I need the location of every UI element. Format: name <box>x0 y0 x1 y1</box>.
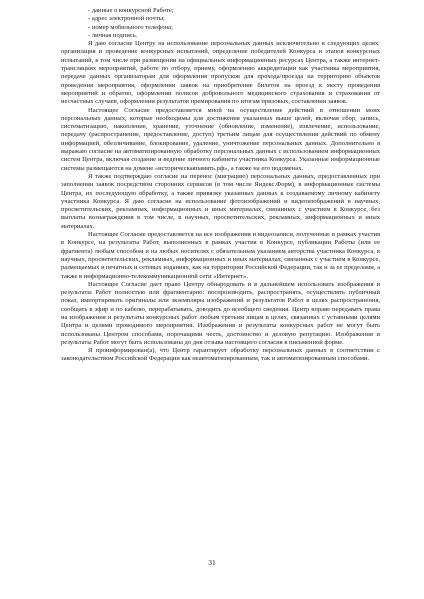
paragraph-acknowledgement: Я проинформирован(а), что Центр гарантирует обработку персональных данных в соответствии с законодательством Российской Федерации как неавтоматизированным, так и автоматизированным способами. <box>61 347 380 363</box>
personal-data-list <box>61 7 380 40</box>
paragraph-media-scope: Настоящее Согласие предоставляется на все изображения и видеозаписи, полученные в рамках участия в Конкурсе, на результаты Работ, выполненных в рамках участия в Конкурсе, публикации Работы (или ее фрагмента) любым способом и на любых носителях с обязательным указанием авторства участника Конкурса, в научных, просветительских, рекламных, информационных и иных материалах, связанных с участием в Конкурсе, размещаемых в печатных и сетевых изданиях, как на территории Российской Федерации, так и за ее пределами, а также в информационно-телекоммуникационной сети «Интернет». <box>61 231 380 280</box>
page-number: 31 <box>208 558 216 567</box>
list-item: - номер мобильного телефона; <box>88 23 173 31</box>
list-item: - адрес электронной почты; <box>88 15 165 23</box>
paragraph-purposes: Я даю согласие Центру на использование персональных данных исключительно в следующих целях: организация и проведение конкурсных испытаний, определение победителей Конкурса и этапов конкурсных испытаний, в том числе при размещении на официальных информационных ресурсах Центра, а также интернет-трансляциях мероприятий, работе по отбору, приему, оформлению аккредитации как участника мероприятия, передаче данных организаторам для оформления пропусков для прохода/проезда на территорию объектов проведения мероприятия, оформлении заявок на приобретение билетов на проезд к месту проведения мероприятий и обратно, оформлении полисов добровольного медицинского страхования и страхования от несчастных случаев, оформлении результатов премирования по итогам призовых, составлении заявок. <box>61 40 380 106</box>
list-item: - личная подпись. <box>88 31 138 39</box>
paragraph-data-migration: Я также подтверждаю согласие на перенос (миграцию) персональных данных, предоставленных при заполнении заявок посредством сторонних сервисов (в том числе Яндекс.Форм), в информационные системы Центра, их последующую обработку, а также привязку указанных данных к создаваемому личному кабинету участника Конкурса. Я даю согласие на использование фотоизображений и видеоизображений в научных, просветительских, рекламных, информационных и иных материалах, связанных с участием в Конкурсе, без выплаты вознаграждения в том числе, в научных, просветительских, рекламных, информационных и иных материалах. <box>61 172 380 230</box>
list-item: - данные о конкурсной Работе; <box>88 7 174 14</box>
paragraph-usage-rights: Настоящее Согласие дает право Центру обнародовать и в дальнейшем использовать изображения и результаты Работ полностью или фрагментарно: воспроизводить, распространять, осуществлять публичный показ, импортировать оригиналы или экземпляры изображений и результатов Работ в целях распространения, сообщать в эфир и по кабелю, перерабатывать, доводить до всеобщего сведения. Центр вправе передавать права на изображения и результаты конкурсных работ любым третьим лицам в целях, связанных с уставными целями Центра и целями проводимого мероприятия. Изображения и результаты конкурсных работ не могут быть использованы Центром способами, порочащими честь, достоинство и деловую репутацию. Изображения и результаты Работ могут быть использованы до дня отзыва настоящего согласия в письменной форме. <box>61 280 380 346</box>
paragraph-processing-actions: Настоящее Согласие предоставляется мной на осуществление действий в отношении моих персональных данных, которые необходимы для достижения указанных выше целей, включая сбор, запись, систематизацию, накопление, хранение, уточнение (обновление, изменение), извлечение, использование, передачу (распространение, предоставление, доступ) третьим лицам для осуществления действий по обмену информацией, обезличивание, блокирование, удаление, уничтожение персональных данных. Дополнительно я выражаю согласие на автоматизированную обработку персональных данных с использованием информационных систем Центра, включая создание и ведение личного кабинета участника Конкурса. Указанные информационные системы размещаются на домене «историческаяпамять.рф», а также на его подоменах. <box>61 106 380 172</box>
